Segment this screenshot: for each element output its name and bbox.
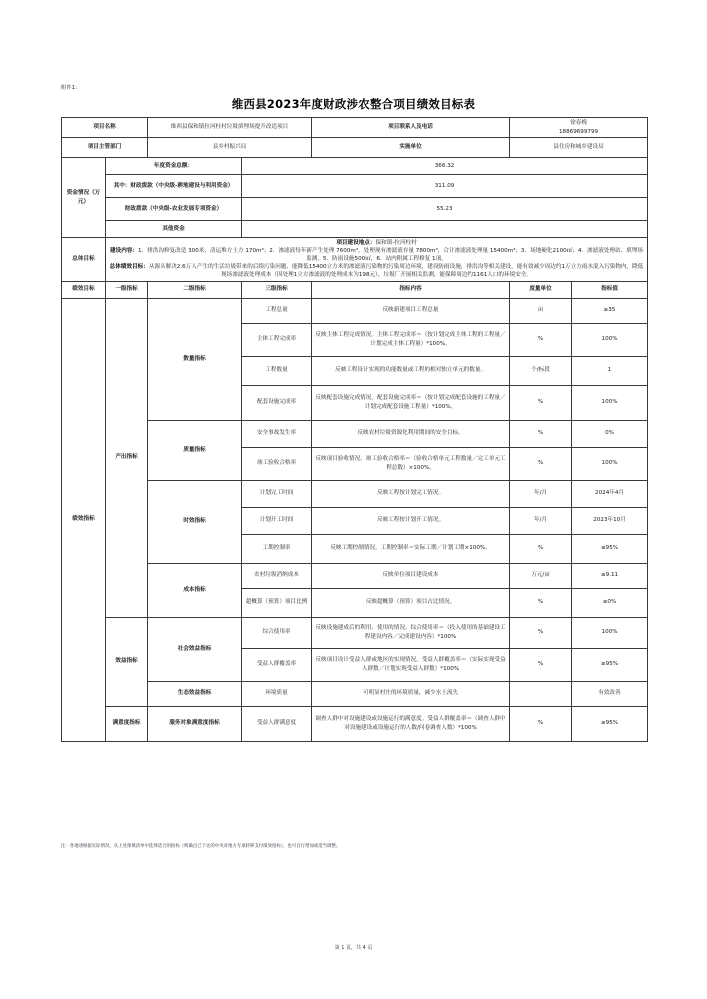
header-level2: 二级指标	[148, 281, 242, 298]
contact-phone: 18869699799	[558, 128, 599, 135]
indicator-row	[62, 706, 648, 741]
indicator-target: 有效改善	[572, 681, 648, 706]
unit-label: 实施单位	[312, 138, 510, 158]
page-footer: 第 1 页，共 4 页	[334, 945, 373, 951]
level3-label: 竣工验收合格率	[242, 447, 312, 480]
overall-goals-row	[62, 238, 648, 282]
indicator-row	[62, 563, 648, 588]
indicator-content: 反映新建项目工程总量	[312, 298, 510, 323]
indicator-target: 0%	[572, 420, 648, 447]
indicator-content: 反映主体工程完成情况。主体工程完成率＝（按计划完成主体工程的工程量／计划完成主体工程量）*100%。	[312, 323, 510, 356]
indicator-row	[62, 480, 648, 507]
overall-content-value: 1．排洪沟修复改造 300米，清运堆方土方 170m³；2．渗滤液每年新产生处理 7600m³，处理现有渗滤液存量 7800m³，合计渗滤液处理量 15400m³；3．场地硬化2100㎡；4．渗滤液处理站、填埋场监测，5．防雨设施500㎡，6．站内附属工程修复 1项。	[138, 248, 643, 263]
level3-label: 计划开工时间	[242, 507, 312, 534]
indicator-unit: %	[510, 447, 572, 480]
indicator-row	[62, 617, 648, 648]
indicator-content: 反映项目设计受益人群或地区的实现情况。受益人群覆盖率＝（实际实现受益人群数／计划实现受益人群数）*100%	[312, 648, 510, 681]
funding-label: 资金情况（万元）	[62, 158, 106, 238]
level3-label: 配套设施完成率	[242, 385, 312, 420]
funding-row-1	[62, 175, 648, 198]
funding-name-2: 财政拨款（中央级-农业发展专项资金）	[106, 198, 242, 221]
indicator-unit: 亩	[510, 298, 572, 323]
funding-row-0	[62, 158, 648, 175]
level3-label: 农村垃圾消纳成本	[242, 563, 312, 588]
indicator-unit: 个/标段	[510, 356, 572, 385]
level3-label: 工程数量	[242, 356, 312, 385]
level1-label-output: 产出指标	[106, 298, 148, 617]
funding-value-3	[242, 221, 648, 238]
indicator-target: 100%	[572, 447, 648, 480]
overall-site-value: 保和镇-拉河柱村	[375, 240, 417, 246]
indicator-target: ≥95%	[572, 706, 648, 741]
level3-label: 安全事故发生率	[242, 420, 312, 447]
indicator-unit	[510, 681, 572, 706]
project-name-row	[62, 118, 648, 138]
funding-row-3	[62, 221, 648, 238]
indicator-target: ≤95%	[572, 534, 648, 563]
header-content: 指标内容	[312, 281, 510, 298]
overall-content-line	[108, 247, 645, 263]
overall-content-label: 建设内容：	[110, 248, 139, 255]
indicator-unit: %	[510, 385, 572, 420]
indicator-content: 反映项目验收情况。竣工验收合格率＝（验收合格单元工程数量／完工单元工程总数）×100%。	[312, 447, 510, 480]
level2-label-quantity: 数量指标	[148, 298, 242, 420]
indicator-row	[62, 298, 648, 323]
indicator-target: ≤9.11	[572, 563, 648, 588]
level3-label: 综合使用率	[242, 617, 312, 648]
level2-label-timeliness: 时效指标	[148, 480, 242, 563]
indicator-unit: %	[510, 648, 572, 681]
overall-goals-content	[106, 238, 648, 282]
indicator-content: 可明显村庄的环境质量，减少水土流失	[312, 681, 510, 706]
overall-site-line	[108, 239, 645, 247]
page-title: 维西县2023年度财政涉农整合项目绩效目标表	[231, 97, 476, 111]
header-level3: 三级指标	[242, 281, 312, 298]
indicator-target: 100%	[572, 385, 648, 420]
perf-root-label: 绩效指标	[62, 298, 106, 741]
overall-perf-value: 从源头解决2.6万人产生的生活垃圾带来的后续污染问题，能降低15400立方米的渗滤液污染物的污染周边环境，建设防雨设施，排洪沟等相关建设，能有效减少周边约1万立方雨水混入污染物内，降低现场渗滤液处理成本（因处理1立方渗滤液的处理成本为198元），垃圾厂开展相关监测，能保障周边约1161人口的环境安全。	[148, 264, 644, 279]
attachment-label: 附件1:	[61, 85, 78, 91]
indicator-unit: %	[510, 706, 572, 741]
dept-row	[62, 138, 648, 158]
contact-label: 项目联系人及电话	[312, 118, 510, 138]
level2-label-service-satisfaction: 服务对象满意度指标	[148, 706, 242, 741]
level1-label-benefit: 效益指标	[106, 617, 148, 706]
indicator-unit: %	[510, 617, 572, 648]
header-level1: 一级指标	[106, 281, 148, 298]
header-unit: 度量单位	[510, 281, 572, 298]
indicator-unit: %	[510, 323, 572, 356]
level3-label: 工期控制率	[242, 534, 312, 563]
contact-value	[510, 118, 648, 138]
indicator-target: 2023年10月	[572, 507, 648, 534]
indicator-content: 调查人群中对设施建设或设施运行的满意度。受益人群覆盖率＝（调查人群中对设施建设或设施运行的人数/问卷调查人数）*100%	[312, 706, 510, 741]
level3-label: 主体工程完成率	[242, 323, 312, 356]
indicator-content: 反映农村垃圾资源化利用期间的安全目标。	[312, 420, 510, 447]
indicator-unit: 年/月	[510, 507, 572, 534]
indicator-target: ≥35	[572, 298, 648, 323]
performance-target-table	[61, 117, 648, 742]
funding-row-2	[62, 198, 648, 221]
level2-label-social: 社会效益指标	[148, 617, 242, 681]
level3-label: 受益人群覆盖率	[242, 648, 312, 681]
unit-value: 县住房和城乡建设局	[510, 138, 648, 158]
indicator-content: 反映工程按计划完工情况。	[312, 480, 510, 507]
level2-label-cost: 成本指标	[148, 563, 242, 617]
indicator-content: 反映工期控制情况。工期控制率＝实际工期／计划工期×100%。	[312, 534, 510, 563]
overall-goals-label: 总体目标	[62, 238, 106, 282]
project-name-value: 维西县保和镇拉河柱村垃圾填埋场提升改造项目	[148, 118, 312, 138]
level3-label: 受益人群满意度	[242, 706, 312, 741]
indicator-table-header	[62, 281, 648, 298]
project-name-label: 项目名称	[62, 118, 148, 138]
level2-label-ecological: 生态效益指标	[148, 681, 242, 706]
dept-value: 县乡村振兴局	[148, 138, 312, 158]
indicator-content: 反映工程按计划开工情况。	[312, 507, 510, 534]
funding-name-3: 其他资金	[106, 221, 242, 238]
indicator-row	[62, 420, 648, 447]
level3-label: 超概算（预算）项目比例	[242, 588, 312, 617]
indicator-target: ≥95%	[572, 648, 648, 681]
indicator-content: 反映设施建成后的利用、使用的情况。综合使用率＝（投入使用的基础建设工程建设内容／完成建设内容）*100%	[312, 617, 510, 648]
funding-name-1: 其中：财政拨款（中央级-耕地建设与利用资金）	[106, 175, 242, 198]
indicator-unit: %	[510, 588, 572, 617]
indicator-content: 反映配套设施完成情况。配套设施完成率＝（按计划完成配套设施的工程量／计划完成配套设施工程量）*100%。	[312, 385, 510, 420]
indicator-target: 100%	[572, 617, 648, 648]
indicator-target: 100%	[572, 323, 648, 356]
overall-perf-line	[108, 263, 645, 279]
indicator-unit: %	[510, 534, 572, 563]
dept-label: 项目主管部门	[62, 138, 148, 158]
indicator-unit: 万元/亩	[510, 563, 572, 588]
indicator-content: 反映单位项目建设成本	[312, 563, 510, 588]
level3-label: 工程总量	[242, 298, 312, 323]
indicator-target: ≤0%	[572, 588, 648, 617]
level3-label: 环境质量	[242, 681, 312, 706]
indicator-unit: 年/月	[510, 480, 572, 507]
funding-name-0: 年度资金总额：	[106, 158, 242, 175]
level3-label: 计划完工时间	[242, 480, 312, 507]
table-note: 注：各地请根据实际情况，从上述预填清单中选择适合的指标（明确点已下达的中央对地方专项转移支付绩效指标），也可自行增加或适当调整。	[61, 844, 341, 849]
indicator-content: 反映超概算（预算）项目占比情况。	[312, 588, 510, 617]
indicator-row	[62, 681, 648, 706]
funding-value-0: 366.32	[242, 158, 648, 175]
header-perf-goal: 绩效目标	[62, 281, 106, 298]
indicator-target: 2024年4月	[572, 480, 648, 507]
indicator-target: 1	[572, 356, 648, 385]
overall-perf-label: 总体绩效目标：	[109, 264, 149, 271]
indicator-content: 反映工程设计实现的功能数量或工程的相对独立单元的数量。	[312, 356, 510, 385]
level1-label-satisfaction: 满意度指标	[106, 706, 148, 741]
contact-name: 徐春梅	[570, 120, 587, 127]
funding-value-1: 311.09	[242, 175, 648, 198]
funding-value-2: 55.23	[242, 198, 648, 221]
header-target: 指标值	[572, 281, 648, 298]
overall-site-label: 项目建设地点：	[336, 240, 376, 246]
level2-label-quality: 质量指标	[148, 420, 242, 480]
indicator-unit: %	[510, 420, 572, 447]
